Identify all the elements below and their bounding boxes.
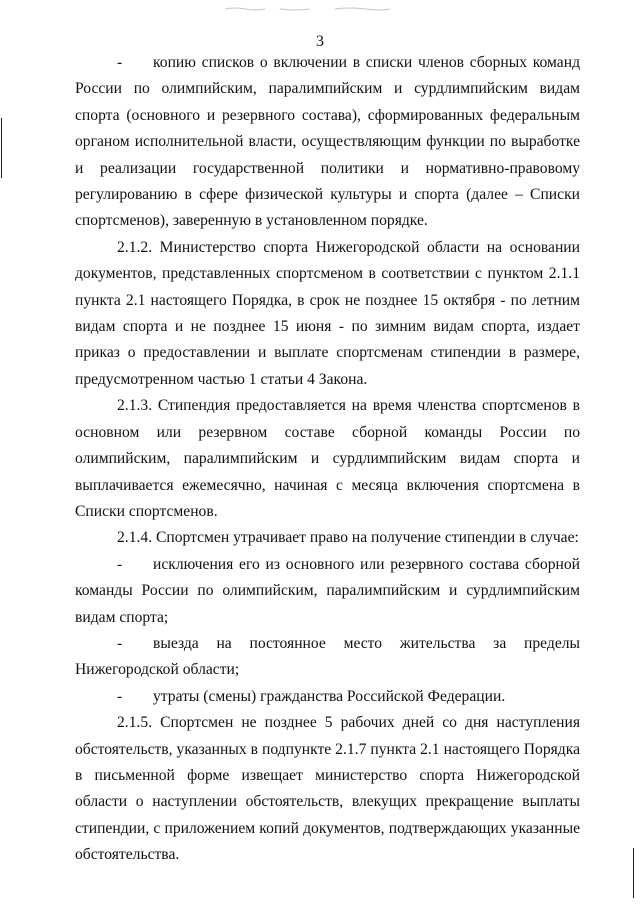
dash-marker: - — [117, 634, 123, 652]
list-item — [75, 552, 580, 631]
dash-marker: - — [117, 555, 123, 573]
scan-edge-mark-left — [1, 118, 2, 178]
dash-marker: - — [117, 687, 123, 705]
dash-marker: - — [117, 54, 123, 71]
document-body — [75, 50, 580, 869]
paragraph-text: копию списков о включении в списки членов сборных команд России по олимпийским, паралимпийским и сурдлимпийским видам спорта (основного и резервного состава), сформированных федеральным органом исполнительной власти, осуществляющим функции по выработке и реализации государственной политики и нормативно-правовому регулированию в сфере физической культуры и спорта (далее – Списки спортсменов), заверенную в установленном порядке. — [75, 54, 580, 230]
list-item — [75, 631, 580, 684]
paragraph: 2.1.2. Министерство спорта Нижегородской области на основании документов, представленных спортсменом в соответствии с пунктом 2.1.1 пункта 2.1 настоящего Порядка, в срок не позднее 15 октября - по летним видам спорта и не позднее 15 июня - по зимним видам спорта, издает приказ о предоставлении и выплате спортсменам стипендии в размере, предусмотренном частью 1 статьи 4 Закона. — [75, 238, 580, 388]
paragraph: 2.1.5. Спортсмен не позднее 5 рабочих дней со дня наступления обстоятельств, указанных в подпункте 2.1.7 пункта 2.1 настоящего Порядка в письменной форме извещает министерство спорта Нижегородской области о наступлении обстоятельств, влекущих прекращение выплаты стипендии, с приложением копий документов, подтверждающих указанные обстоятельства. — [75, 714, 580, 864]
scan-edge-mark-right — [633, 848, 634, 898]
list-item — [75, 684, 580, 710]
paragraph-text: утраты (смены) гражданства Российской Федерации. — [153, 687, 506, 705]
scan-artifact — [225, 6, 395, 12]
paragraph: 2.1.3. Стипендия предоставляется на время членства спортсменов в основном или резервном составе сборной команды России по олимпийским, паралимпийским и сурдлимпийским видам спорта и выплачивается ежемесячно, начиная с месяца включения спортсмена в Списки спортсменов. — [75, 397, 580, 520]
list-item — [75, 50, 580, 235]
paragraph-text: выезда на постоянное место жительства за пределы Нижегородской области; — [75, 634, 580, 679]
page-number: 3 — [316, 33, 324, 50]
paragraph-text: исключения его из основного или резервного состава сборной команды России по олимпийским, паралимпийским и сурдлимпийским видам спорта; — [75, 555, 580, 626]
paragraph: 2.1.4. Спортсмен утрачивает право на получение стипендии в случае: — [117, 529, 579, 547]
